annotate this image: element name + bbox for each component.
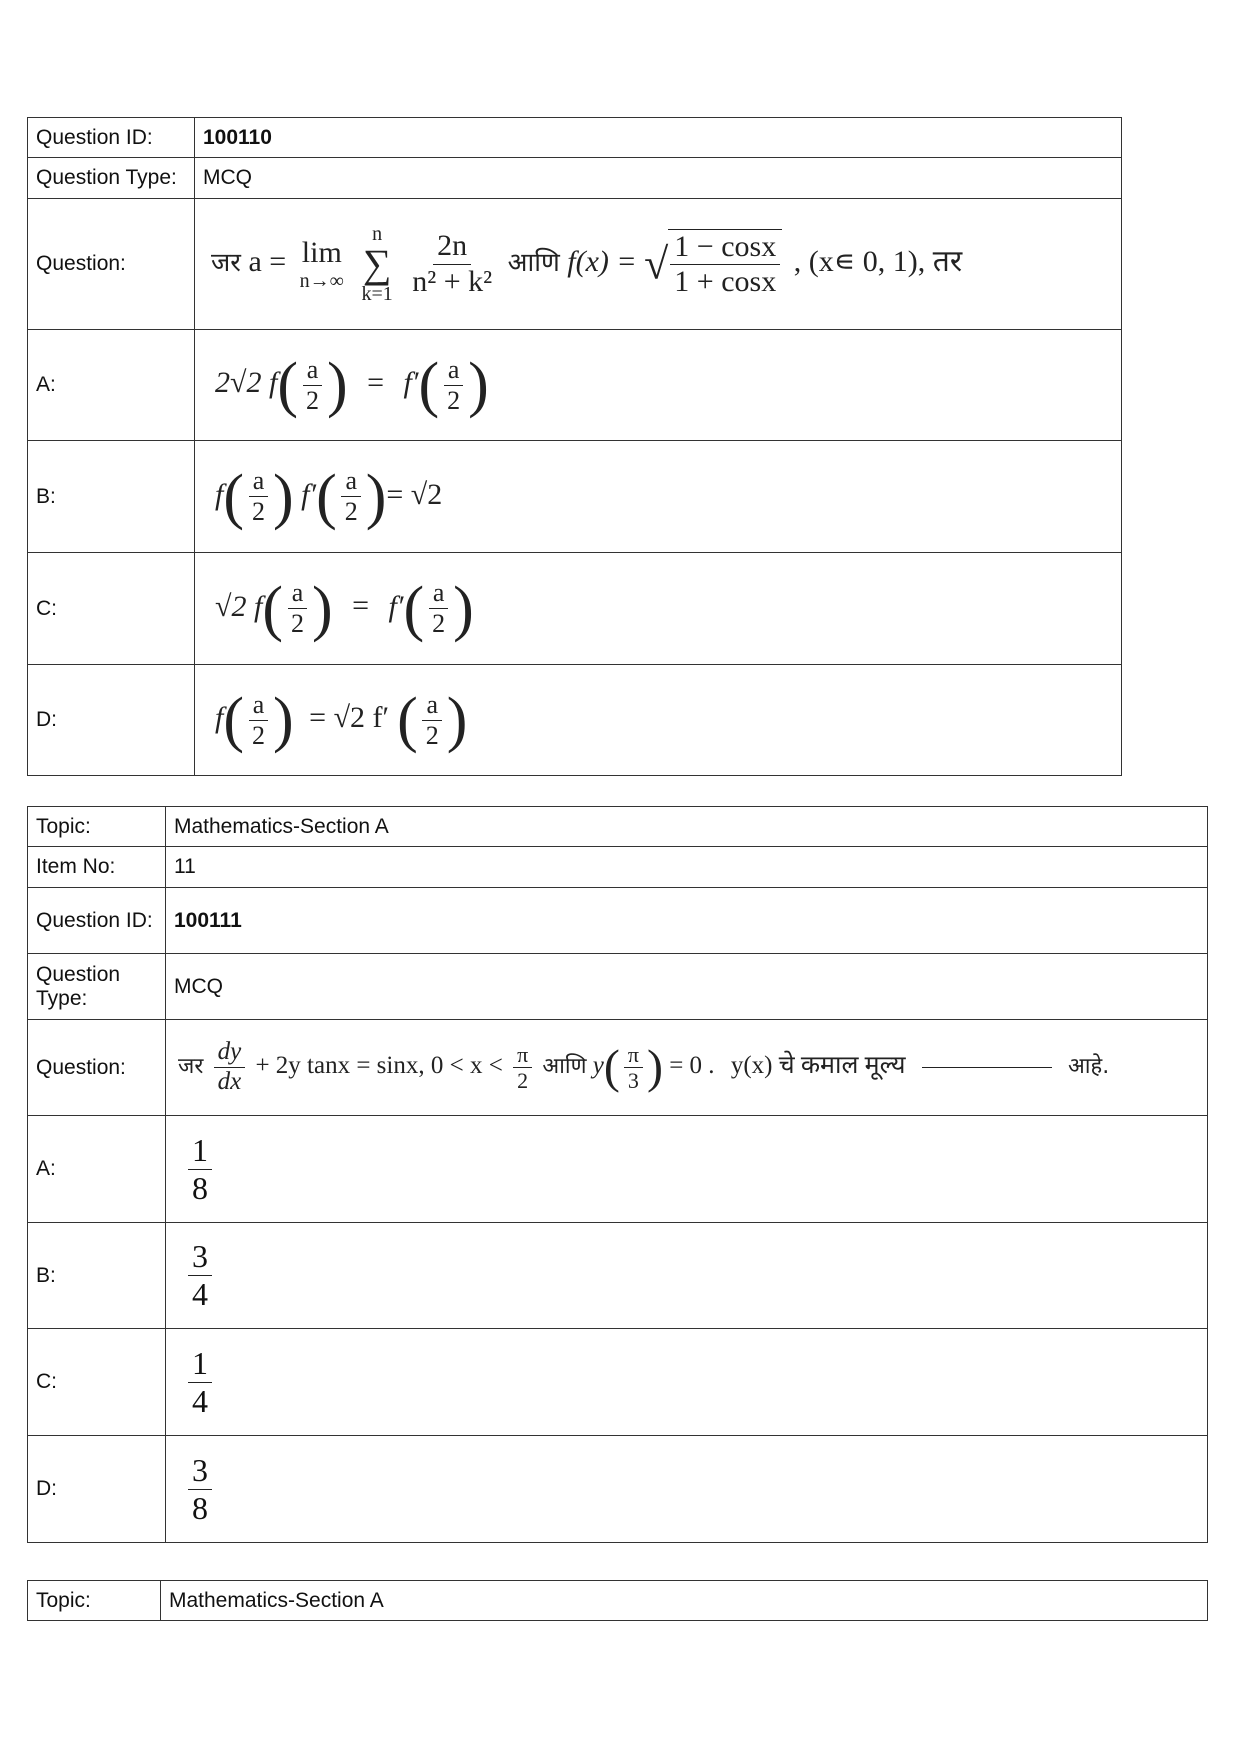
arg-num: a	[303, 355, 323, 386]
option-c-eq: =	[352, 589, 370, 623]
option-c-den: 4	[192, 1382, 208, 1419]
option-d[interactable]: f( $\frac{a}{2}$ ) = √2 f′ ( $\frac{a}{2}$ )	[195, 665, 1122, 776]
question-id-label: Question ID:	[28, 888, 166, 954]
option-a-left: 2√2 f	[215, 365, 278, 399]
answer-blank	[922, 1067, 1052, 1068]
option-c-left: √2 f	[215, 589, 263, 623]
question-label: Question:	[28, 1020, 166, 1116]
yx-max-text: y(x) चे कमाल मूल्य	[730, 1052, 906, 1080]
option-b-num: 3	[188, 1238, 212, 1276]
jar-word: जर	[211, 247, 241, 278]
domain-text: , (x∊ 0, 1), तर	[793, 244, 963, 278]
question-id-value: 100110	[195, 118, 1122, 158]
lim-text: lim	[301, 235, 342, 269]
dx: dx	[217, 1068, 242, 1095]
arg-den: 2	[252, 720, 265, 750]
sigma-block	[361, 224, 392, 304]
option-a-eq: =	[367, 365, 385, 399]
arg-num: a	[249, 690, 269, 721]
arg-num: a	[341, 466, 361, 497]
arg-num: a	[444, 355, 464, 386]
option-a-right: f′	[403, 365, 419, 399]
arg-num: a	[429, 578, 449, 609]
arg-num: a	[249, 466, 269, 497]
option-c-right: f′	[388, 589, 404, 623]
aani-word: आणि	[507, 247, 560, 278]
sum-denominator: n² + k²	[412, 264, 493, 298]
option-c[interactable]: √2 f( $\frac{a}{2}$ ) = f′( $\frac{a}{2}$ )	[195, 553, 1122, 665]
arg-den: 2	[425, 720, 439, 750]
topic-label: Topic:	[28, 1581, 161, 1621]
question-type-value: MCQ	[166, 954, 1208, 1020]
option-d-label: D:	[28, 665, 195, 776]
aahe-word: आहे.	[1068, 1054, 1110, 1080]
y-func: y	[592, 1052, 604, 1080]
option-c-label: C:	[28, 553, 195, 665]
sqrt-numerator: 1 − cosx	[670, 230, 780, 266]
option-d-label: D:	[28, 1436, 166, 1543]
limit-block	[300, 236, 344, 293]
arg-den: 2	[447, 385, 461, 415]
two-den: 2	[517, 1068, 529, 1093]
arg-den: 2	[344, 497, 358, 526]
pi-num: π	[513, 1042, 532, 1068]
equals-zero: = 0 .	[669, 1052, 715, 1080]
question-text	[195, 199, 1122, 330]
arg-num: a	[288, 578, 308, 609]
question-id-value: 100111	[166, 888, 1208, 954]
question-table-next	[27, 1580, 1208, 1621]
arg-num: a	[422, 690, 442, 721]
topic-value: Mathematics-Section A	[161, 1581, 1208, 1621]
item-no-value: 11	[166, 847, 1208, 888]
option-c-label: C:	[28, 1329, 166, 1436]
option-c[interactable]	[166, 1329, 1208, 1436]
option-a-label: A:	[28, 1116, 166, 1223]
option-b[interactable]	[166, 1223, 1208, 1329]
option-d-left: f	[215, 700, 224, 734]
question-type-label: Question Type:	[28, 158, 195, 199]
option-a[interactable]: 2√2 f( $\frac{a}{2}$ ) = f′( $\frac{a}{2}$ )	[195, 330, 1122, 441]
option-a-den: 8	[192, 1169, 208, 1206]
option-c-num: 1	[188, 1345, 212, 1383]
option-a[interactable]	[166, 1116, 1208, 1223]
sigma-bottom: k=1	[361, 283, 393, 305]
aani-word: आणि	[542, 1054, 587, 1080]
option-d-den: 8	[192, 1489, 208, 1526]
option-b-label: B:	[28, 441, 195, 553]
pi-num: π	[624, 1042, 643, 1068]
item-no-label: Item No:	[28, 847, 166, 888]
arg-den: 2	[432, 609, 446, 638]
arg-den: 2	[290, 609, 304, 638]
option-a-label: A:	[28, 330, 195, 441]
question-table-100111	[27, 806, 1208, 1543]
equation-middle: + 2y tanx = sinx, 0 < x <	[255, 1052, 503, 1080]
sum-fraction	[408, 229, 496, 299]
question-text: जर $\frac{dy}{dx}$ + 2y tanx = sinx, 0 < x < $\frac{\pi}{2}$ आणि y( $\frac{\pi}{3}$ ) = 0 . y(x) चे कमाल मूल्य आहे.	[166, 1020, 1208, 1116]
sqrt-denominator: 1 + cosx	[674, 265, 777, 298]
sum-numerator: 2n	[433, 229, 471, 265]
sqrt-sign: √	[644, 239, 669, 289]
topic-label: Topic:	[28, 807, 166, 847]
option-b-f: f	[215, 477, 224, 511]
topic-value: Mathematics-Section A	[166, 807, 1208, 847]
fx-text: f(x) =	[567, 244, 637, 278]
question-id-label: Question ID:	[28, 118, 195, 158]
arg-den: 2	[305, 385, 319, 415]
a-equals: a =	[248, 244, 287, 278]
option-b-eq: = √2	[386, 477, 443, 511]
arg-den: 2	[252, 497, 265, 526]
three-den: 3	[627, 1068, 639, 1093]
option-b[interactable]: f( $\frac{a}{2}$ ) f′( $\frac{a}{2}$ )= √2	[195, 441, 1122, 553]
sigma-top: n	[372, 223, 383, 245]
sqrt-fraction	[668, 229, 782, 300]
option-a-num: 1	[188, 1132, 212, 1170]
option-d-eq: = √2 f′	[309, 700, 390, 734]
option-b-fprime: f′	[301, 477, 317, 511]
sigma-symbol: ∑	[362, 241, 392, 286]
question-table-100110	[27, 117, 1122, 776]
dy: dy	[214, 1038, 246, 1068]
option-d[interactable]	[166, 1436, 1208, 1543]
option-b-label: B:	[28, 1223, 166, 1329]
question-type-value: MCQ	[195, 158, 1122, 199]
option-b-den: 4	[192, 1276, 208, 1312]
lim-sub: n→∞	[299, 269, 344, 292]
option-d-num: 3	[188, 1452, 212, 1490]
question-label: Question:	[28, 199, 195, 330]
jar-word: जर	[178, 1054, 204, 1080]
question-type-label: Question Type:	[28, 954, 166, 1020]
